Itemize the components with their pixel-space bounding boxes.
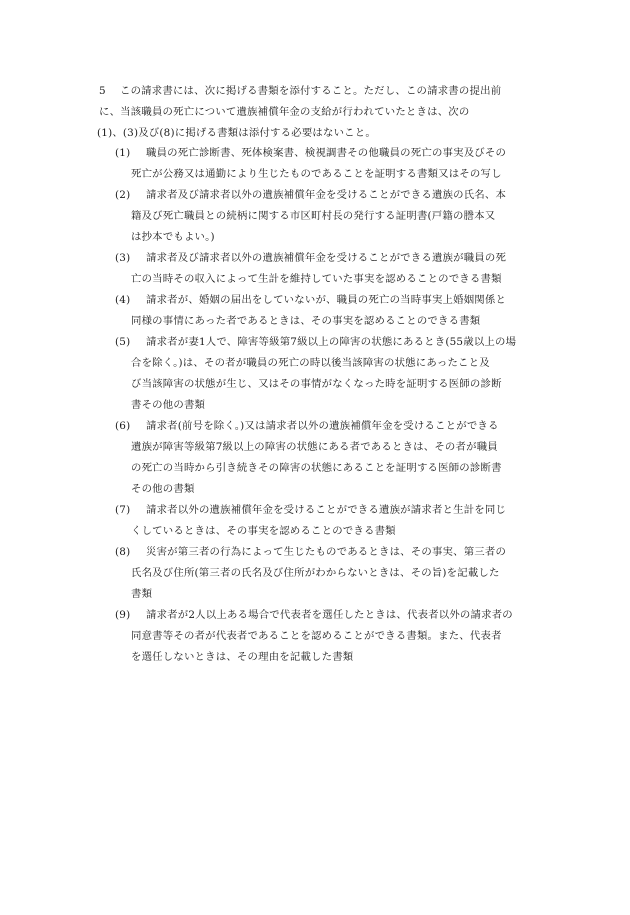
intro-line: この請求書には、次に掲げる書類を添付すること。ただし、この請求書の提出前 (120, 85, 502, 97)
item-number: (3) (115, 252, 131, 264)
item-number: (8) (115, 546, 131, 558)
intro-line: に、当該職員の死亡について遺族補償年金の支給が行われていたときは、次の (99, 106, 470, 118)
item-line: 書類 (131, 588, 153, 600)
item-line: 同様の事情にあった者であるときは、その事実を認めることのできる書類 (131, 315, 481, 327)
item-line: 請求者(前号を除く。)又は請求者以外の遺族補償年金を受けることができる (146, 420, 499, 432)
item-line: その他の書類 (131, 483, 195, 495)
intro-line: (1)、(3)及び(8)に掲げる書類は添付する必要はないこと。 (97, 127, 376, 139)
item-number: (6) (115, 420, 131, 432)
item-number: (2) (115, 189, 131, 201)
item-line: 遺族が障害等級第7級以上の障害の状態にある者であるときは、その者が職員 (131, 441, 498, 453)
item-line: 請求者が2人以上ある場合で代表者を選任したときは、代表者以外の請求者の (146, 609, 513, 621)
item-line: 書その他の書類 (131, 399, 206, 411)
item-line: を選任しないときは、その理由を記載した書類 (131, 651, 354, 663)
item-line: の死亡の当時から引き続きその障害の状態にあることを証明する医師の診断書 (131, 462, 502, 474)
item-line: は抄本でもよい。) (131, 231, 215, 243)
section-number: 5 (99, 85, 106, 97)
item-line: び当該障害の状態が生じ、又はその事情がなくなった時を証明する医師の診断 (131, 378, 502, 390)
item-line: 氏名及び住所(第三者の氏名及び住所がわからないときは、その旨)を記載した (131, 567, 500, 579)
item-line: 請求者及び請求者以外の遺族補償年金を受けることができる遺族の氏名、本 (146, 189, 507, 201)
item-number: (9) (115, 609, 131, 621)
item-line: 籍及び死亡職員との続柄に関する市区町村長の発行する証明書(戸籍の謄本又 (131, 210, 496, 222)
item-line: 請求者が妻1人で、障害等級第7級以上の障害の状態にあるとき(55歳以上の場 (146, 336, 517, 348)
item-line: 合を除く。)は、その者が職員の死亡の時以後当該障害の状態にあったこと及 (131, 357, 490, 369)
item-line: 職員の死亡診断書、死体検案書、検視調書その他職員の死亡の事実及びその (146, 147, 507, 159)
item-line: 死亡が公務又は通勤により生じたものであることを証明する書類又はその写し (131, 168, 502, 180)
item-number: (7) (115, 504, 131, 516)
item-line: 災害が第三者の行為によって生じたものであるときは、その事実、第三者の (146, 546, 507, 558)
item-line: 請求者が、婚姻の届出をしていないが、職員の死亡の当時事実上婚姻関係と (146, 294, 507, 306)
item-number: (1) (115, 147, 131, 159)
item-line: 請求者以外の遺族補償年金を受けることができる遺族が請求者と生計を同じ (146, 504, 507, 516)
item-line: 同意書等その者が代表者であることを認めることができる書類。また、代表者 (131, 630, 502, 642)
item-number: (4) (115, 294, 131, 306)
item-number: (5) (115, 336, 131, 348)
item-line: くしているときは、その事実を認めることのできる書類 (131, 525, 396, 537)
item-line: 亡の当時その収入によって生計を維持していた事実を認めることのできる書類 (131, 273, 502, 285)
item-line: 請求者及び請求者以外の遺族補償年金を受けることができる遺族が職員の死 (146, 252, 507, 264)
